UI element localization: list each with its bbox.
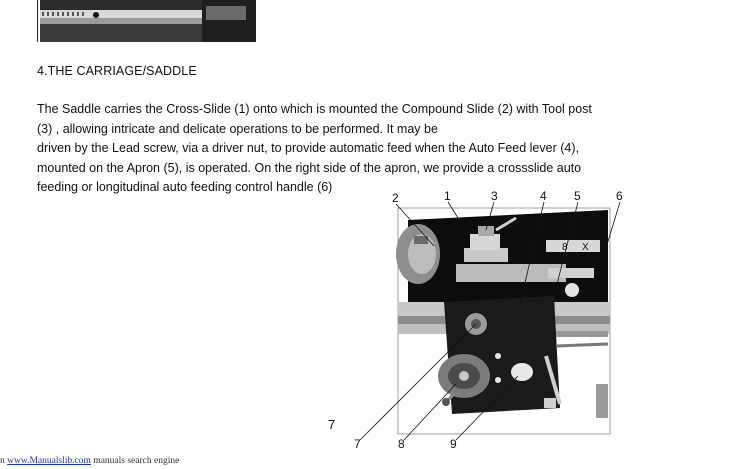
paragraph-line: mounted on the Apron (5), is operated. On the right side of the apron, we provide a crossslide auto — [37, 160, 582, 175]
page-number: 7 — [328, 417, 336, 432]
callout-9: 9 — [450, 437, 457, 451]
paragraph-line: The Saddle carries the Cross-Slide (1) onto which is mounted the Compound Slide (2) with Tool post — [37, 102, 592, 116]
callout-5: 5 — [574, 189, 581, 203]
callout-6: 6 — [616, 189, 623, 203]
paragraph-line: (3) , allowing intricate and delicate operations to be performed. It may be — [37, 121, 438, 136]
footer-suffix: manuals search engine — [90, 456, 180, 466]
lathe-bed-photo — [38, 0, 256, 42]
carriage-figure — [354, 184, 660, 454]
carriage-photo — [354, 184, 660, 454]
callout-4: 4 — [540, 189, 547, 203]
section-heading: 4.THE CARRIAGE/SADDLE — [37, 64, 197, 78]
callout-3: 3 — [491, 189, 498, 203]
panel-mark-x: X — [582, 242, 589, 253]
footer-prefix: n — [0, 456, 8, 466]
manualslib-link[interactable]: www.Manualslib.com — [7, 456, 91, 466]
top-photo-fragment — [37, 0, 255, 42]
paragraph-line: driven by the Lead screw, via a driver nut, to provide automatic feed when the Auto Feed lever (4), — [37, 141, 579, 156]
callout-1: 1 — [444, 189, 451, 203]
callout-2: 2 — [392, 191, 399, 205]
callout-8: 8 — [398, 437, 405, 451]
footer — [0, 456, 179, 466]
panel-mark-8: 8 — [562, 242, 568, 253]
callout-7: 7 — [354, 437, 361, 451]
paragraph-line: feeding or longitudinal auto feeding control handle (6) — [37, 180, 333, 195]
